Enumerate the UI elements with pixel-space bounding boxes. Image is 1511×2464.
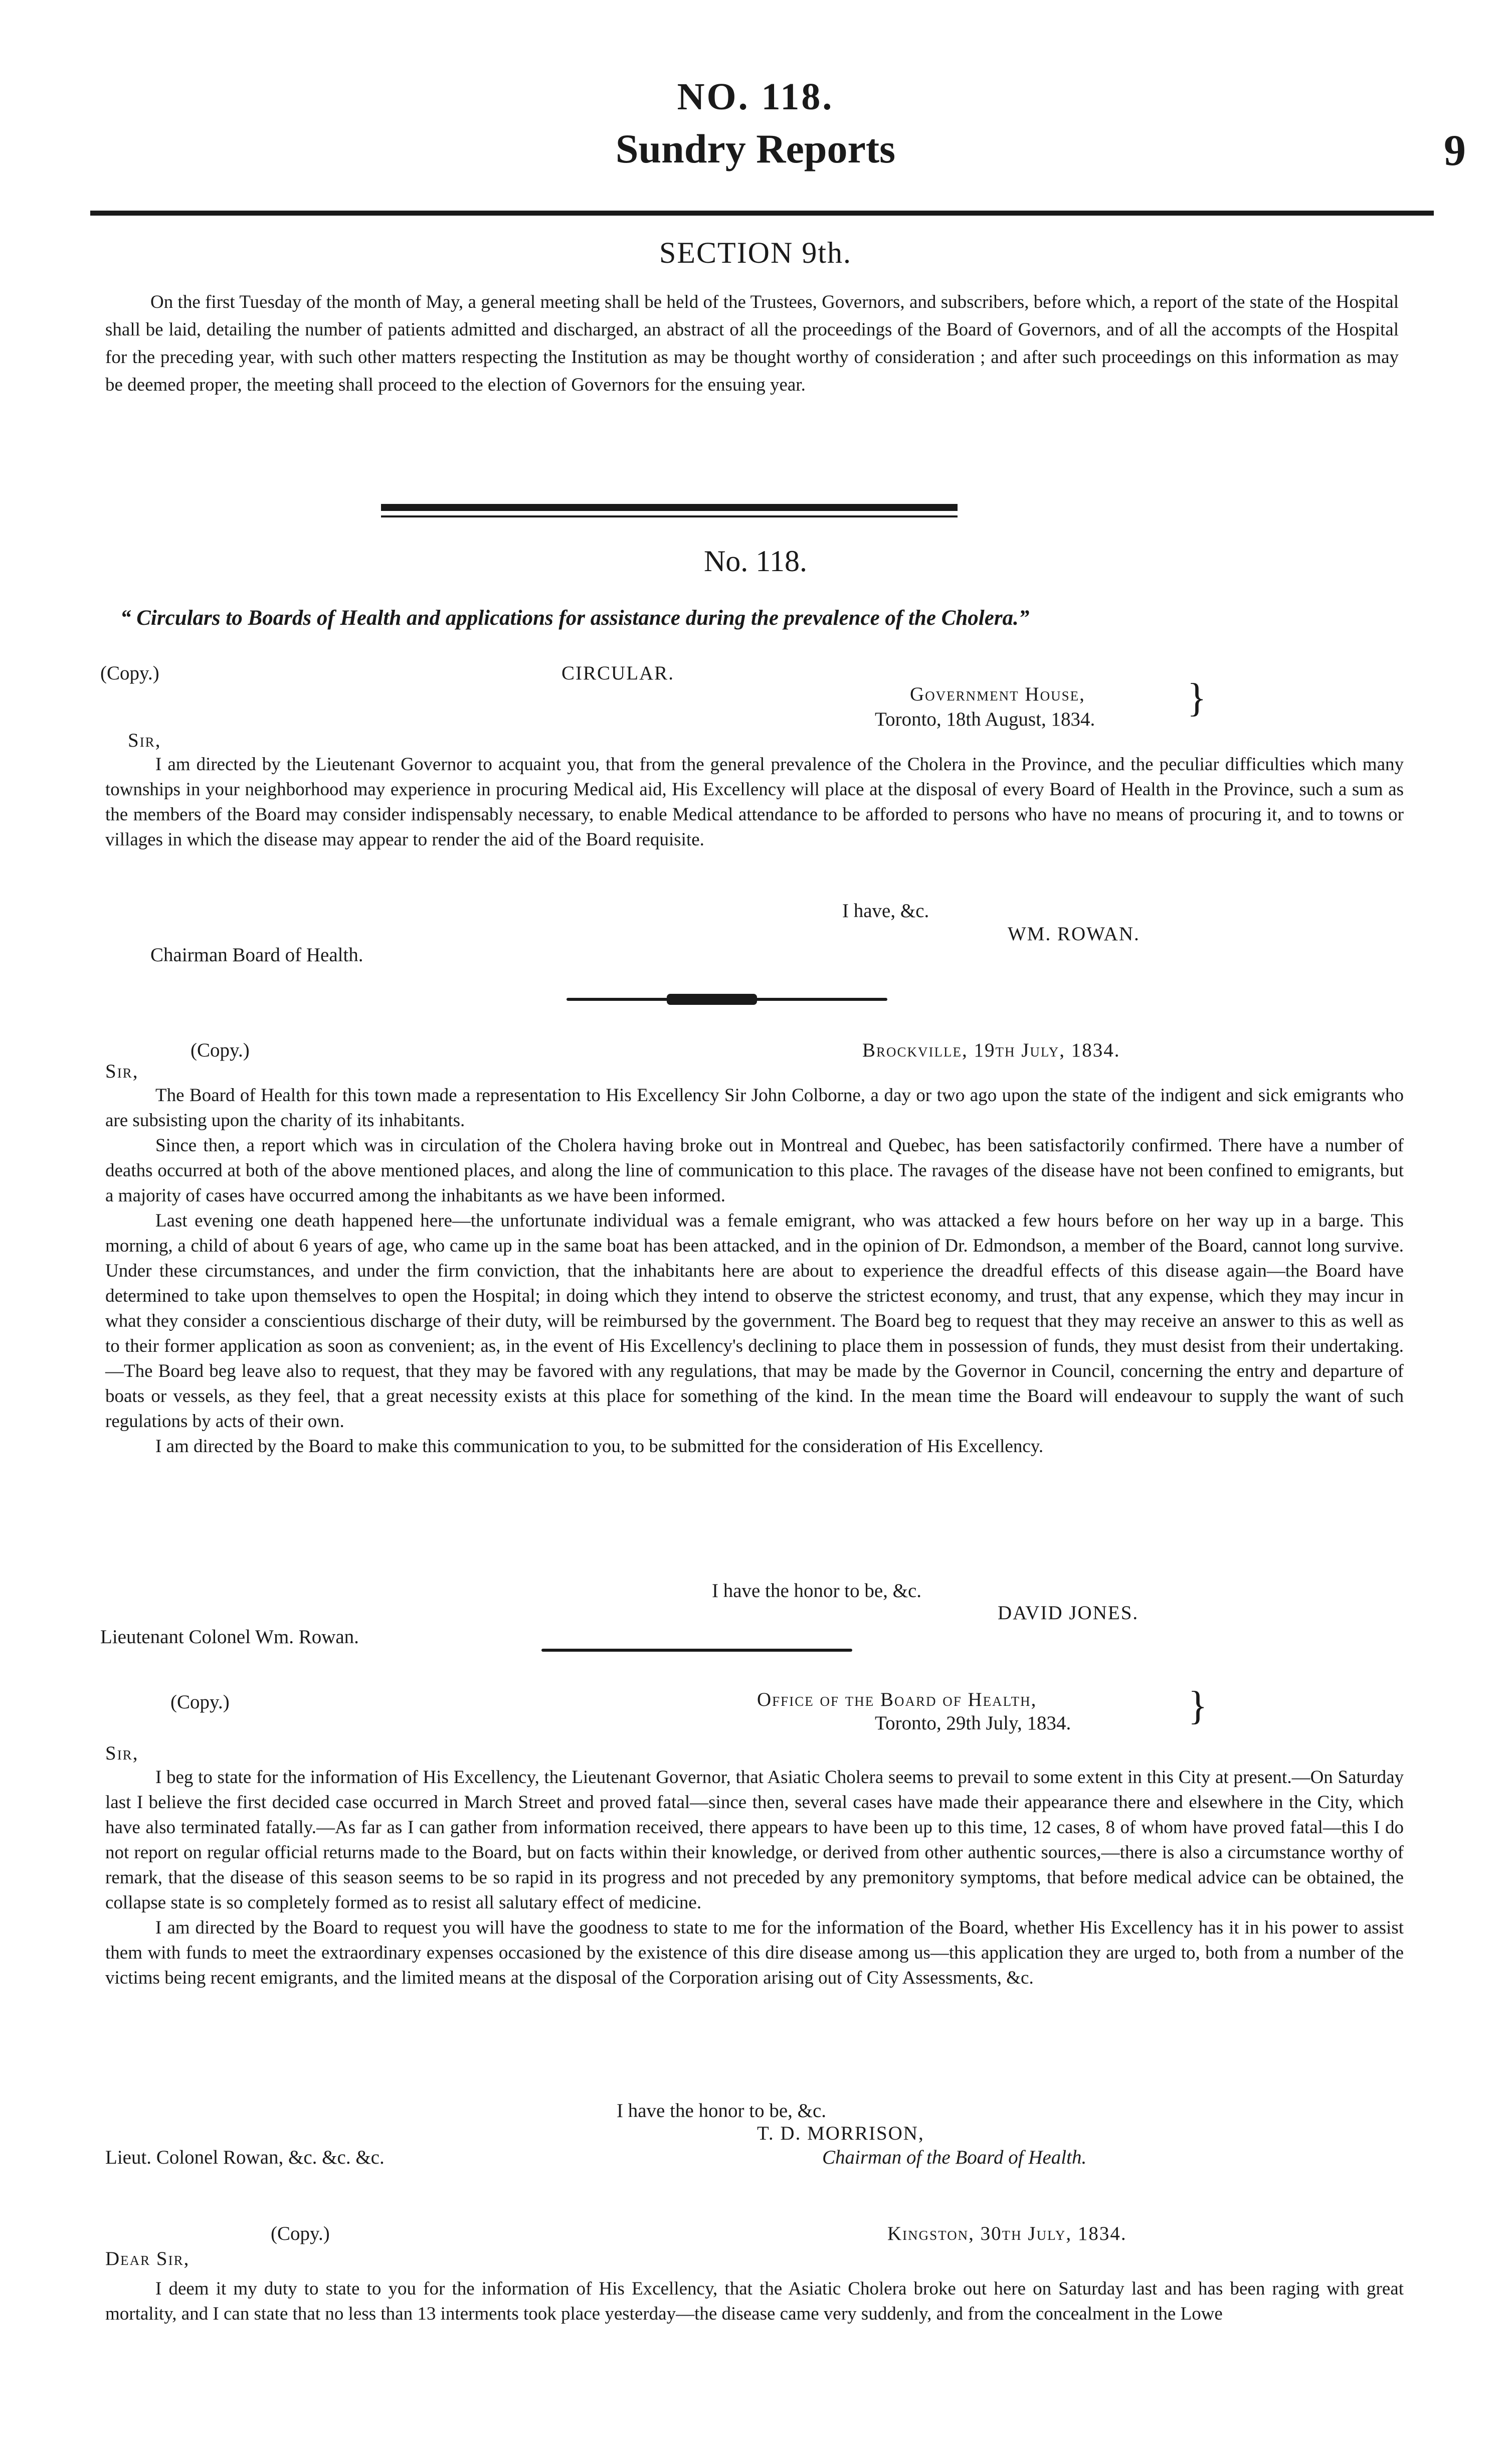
section-heading: SECTION 9th. [659,236,852,269]
brace-icon: } [1187,676,1207,720]
letter-paragraph: I am directed by the Lieutenant Governor to acquaint you, that from the general prevalence of the Cholera in the Province, and the peculiar difficulties which many townships in your neighborhood may experience in procuring Medical aid, His Excellency will place at the disposal of every Board of Health in the Province, such a sum as the members of the Board may consider indispensably necessary, to enable Medical attendance to be afforded to persons who have no means of procuring it, and to towns or villages in which the disease may appear to render the aid of the Board requisite. [105,754,1404,850]
letter-date: Toronto, 29th July, 1834. [875,1712,1071,1734]
copy-label: (Copy.) [170,1691,230,1713]
section-divider-thick [381,504,958,511]
copy-label: (Copy.) [271,2223,330,2244]
circular-heading: CIRCULAR. [561,662,674,684]
document-number: NO. 118. [677,76,834,118]
section-divider-thin [381,515,958,517]
header-rule [90,211,1434,216]
letter-body [105,752,1404,852]
letter-date: Toronto, 18th August, 1834. [875,709,1095,730]
letter-body [105,2276,1404,2327]
salutation: Sir, [105,1061,139,1082]
item-heading: No. 118. [703,545,808,578]
salutation: Sir, [105,1742,139,1764]
letter-place: Government House, [910,683,1085,705]
ornament-center [667,994,757,1005]
section-paragraph: On the first Tuesday of the month of May, a general meeting shall be held of the Trustees, Governors, and subscribers, before which, a report of the state of the Hospital shall be laid, detailing the number of patients admitted and discharged, an abstract of all the proceedings of the Board of Governors, and of all the accompts of the Hospital for the preceding year, with such other matters respecting the Institution as may be thought worthy of consideration ; and after such proceedings on this information as may be deemed proper, the meeting shall proceed to the election of Governors for the ensuing year. [105,292,1399,395]
letter-body [105,1083,1404,1459]
signature-title: Chairman of the Board of Health. [822,2147,1087,2168]
letter-paragraph: I deem it my duty to state to you for the information of His Excellency, that the Asiatic Cholera broke out here on Saturday last and has been raging with great mortality, and I can state that no less than 13 interments took place yesterday—the disease came very suddenly, and from the concealment in the Lowe [105,2278,1404,2324]
page-title: Sundry Reports [615,126,896,171]
signature: DAVID JONES. [998,1602,1139,1624]
salutation: Dear Sir, [105,2248,190,2269]
letter-paragraph: I am directed by the Board to make this communication to you, to be submitted for the consideration of His Excellency. [155,1436,1044,1457]
signature: T. D. MORRISON, [757,2123,924,2144]
addressee: Lieut. Colonel Rowan, &c. &c. &c. [105,2147,385,2168]
letter-place-date: Brockville, 19th July, 1834. [862,1039,1120,1061]
brace-icon: } [1188,1684,1208,1728]
salutation: Sir, [128,730,161,751]
letter-place-date: Kingston, 30th July, 1834. [887,2223,1127,2244]
ornament-divider [541,1649,852,1652]
letter-paragraph: Since then, a report which was in circulation of the Cholera having broke out in Montreal and Quebec, has been satisfactorily confirmed. There have a number of deaths occurred at both of the above mentioned places, and along the line of communication to this place. The ravages of the disease have not been confined to emigrants, but a majority of cases have occurred among the inhabitants as we have been informed. [105,1135,1404,1206]
letter-body [105,1765,1404,1991]
letter-paragraph: I beg to state for the information of His Excellency, the Lieutenant Governor, that Asiatic Cholera seems to prevail to some extent in this City at present.—On Saturday last I believe the first decided case occurred in March Street and proved fatal—since then, several cases have made their appearance there and elsewhere in the City, which have also terminated fatally.—As far as I can gather from information received, there appears to have been up to this time, 12 cases, 8 of whom have proved fatal—this I do not report on regular official returns made to the Board, but on facts within their knowledge, or derived from other authentic sources,—there is also a circumstance worthy of remark, that the disease of this season seems to be so rapid in its progress and not preceded by any premonitory symptoms, that before medical advice can be obtained, the collapse state is so completely formed as to resist all salutary effect of medicine. [105,1767,1404,1913]
letter-paragraph: I am directed by the Board to request you will have the goodness to state to me for the information of the Board, whether His Excellency has it in his power to assist them with funds to meet the extraordinary expenses occasioned by the existence of this dire disease among us—this application they are urged to, both from a number of the victims being recent emigrants, and the limited means at the disposal of the Corporation arising out of City Assessments, &c. [105,1917,1404,1988]
addressee: Chairman Board of Health. [150,944,363,966]
copy-label: (Copy.) [191,1039,250,1061]
letter-paragraph: The Board of Health for this town made a representation to His Excellency Sir John Colborne, a day or two ago upon the state of the indigent and sick emigrants who are subsisting upon the charity of its inhabitants. [105,1085,1404,1131]
closing: I have the honor to be, &c. [617,2100,827,2122]
letter-place: Office of the Board of Health, [757,1689,1037,1710]
item-title: “ Circulars to Boards of Health and applications for assistance during the prevalence of the Cholera.” [120,606,1030,630]
signature: WM. ROWAN. [1008,923,1140,945]
copy-label: (Copy.) [100,662,159,684]
addressee: Lieutenant Colonel Wm. Rowan. [100,1626,359,1648]
page-number: 9 [1444,126,1466,175]
letter-paragraph: Last evening one death happened here—the unfortunate individual was a female emigrant, who was attacked a few hours before on her way up in a barge. This morning, a child of about 6 years of age, who came up in the same boat has been attacked, and in the opinion of Dr. Edmondson, a member of the Board, cannot long survive. Under these circumstances, and under the firm conviction, that the inhabitants here are about to experience the dreadful effects of this disease again—the Board have determined to take upon themselves to open the Hospital; in doing which they intend to observe the strictest economy, and trust, that any expense, which they may incur in what they consider a conscientious discharge of their duty, will be reimbursed by the government. The Board beg to request that they may receive an answer to this as well as to their former application as soon as convenient; as, in the event of His Excellency's declining to place them in possession of funds, they must desist from their undertaking.—The Board beg leave also to request, that they may be favored with any regulations, that may be made by the Governor in Council, concerning the entry and departure of boats or vessels, as they feel, that a great necessity exists at this place for something of the kind. In the mean time the Board will endeavour to supply the want of such regulations by acts of their own. [105,1210,1404,1432]
closing: I have, &c. [842,900,929,922]
closing: I have the honor to be, &c. [712,1580,922,1602]
